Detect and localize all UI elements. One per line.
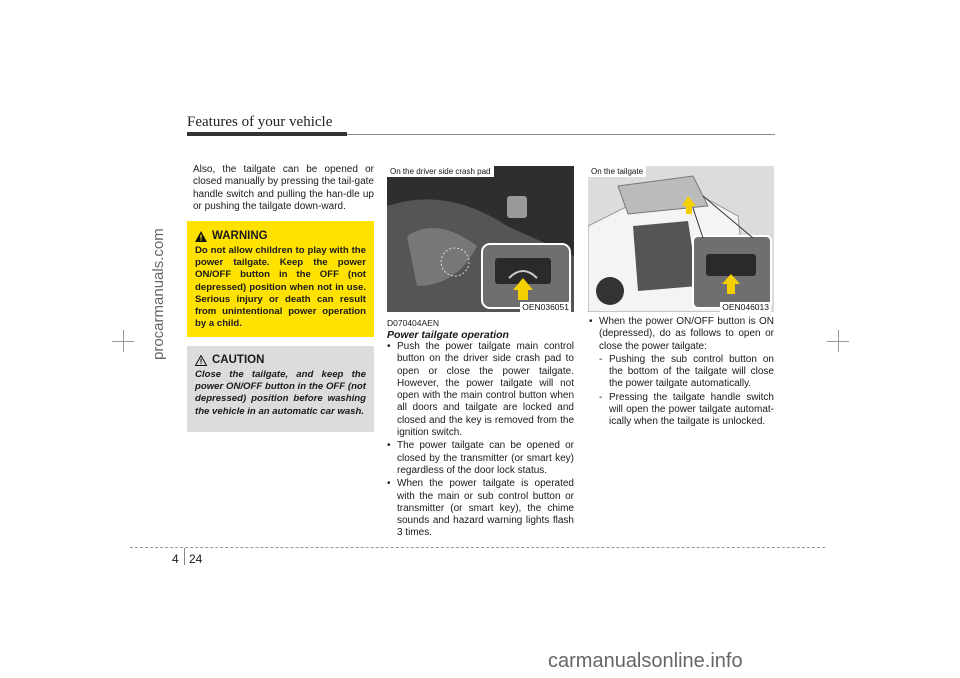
list-item: • The power tailgate can be opened or closed by the transmitter (or smart key) regardless of the door lock status. xyxy=(387,440,574,476)
list-item-text: When the power tailgate is operated with the main or sub control button or transmitter (or smart key), the chime sounds and hazard warning lights flash 3 times. xyxy=(397,478,574,539)
page-header-title: Features of your vehicle xyxy=(187,114,333,130)
bullet-list-right xyxy=(589,316,774,353)
crop-mark-right-v xyxy=(838,330,839,352)
footer-separator xyxy=(184,548,185,565)
section-number: 4 xyxy=(172,552,179,566)
photo2-caption: On the tailgate xyxy=(588,166,646,177)
tailgate-illustration xyxy=(588,166,774,312)
sub-list-item: - Pushing the sub control button on the bottom of the tailgate will close the power tailgate automatically. xyxy=(599,353,774,390)
list-item-text: When the power ON/OFF button is ON (depressed), do as follows to open or close the power tailgate: xyxy=(599,316,774,352)
sub-list xyxy=(599,354,774,429)
header-rule xyxy=(347,134,775,135)
caution-triangle-icon xyxy=(195,355,207,366)
list-item-text: Push the power tailgate main control button on the driver side crash pad to open or close the power tailgate. However, the power tailgate will not open with the main control button when all doors and tailgate are locked and closed and the key is removed from the ignition switch. xyxy=(397,341,574,439)
side-watermark: procarmanuals.com xyxy=(150,228,167,360)
photo1-caption: On the driver side crash pad xyxy=(387,166,494,177)
list-item: • When the power tailgate is operated with the main or sub control button or transmitter (or smart key), the chime sounds and hazard warning lights flash 3 times. xyxy=(387,478,574,539)
header-bar xyxy=(187,132,347,136)
crash-pad-illustration xyxy=(387,166,574,312)
caution-box xyxy=(187,346,374,432)
sub-list-item-text: Pressing the tailgate handle switch will open the power tailgate automat-ically when the tailgate is unlocked. xyxy=(609,391,774,428)
photo1-code: OEN036051 xyxy=(522,302,569,312)
warning-text: Do not allow children to play with the power tailgate. Keep the power ON/OFF button in the OFF (not depressed) position when not in use. Serious injury or death can result from unintentional power operation by a child. xyxy=(195,245,366,330)
warning-title: WARNING xyxy=(212,230,268,242)
page-number: 24 xyxy=(189,552,203,566)
list-item: • When the power ON/OFF button is ON (depressed), do as follows to open or close the power tailgate: xyxy=(589,316,774,352)
list-item: • Push the power tailgate main control button on the driver side crash pad to open or close the power tailgate. However, the power tailgate will not open with the main control button when all doors and tailgate are locked and closed and the key is removed from the ignition switch. xyxy=(387,341,574,439)
list-item-text: The power tailgate can be opened or closed by the transmitter (or smart key) regardless of the door lock status. xyxy=(397,440,574,476)
section-title: Power tailgate operation xyxy=(387,329,509,341)
footer-watermark: carmanualsonline.info xyxy=(548,650,743,672)
crop-mark-left-v xyxy=(123,330,124,352)
intro-paragraph: Also, the tailgate can be opened or closed manually by pressing the tail-gate handle switch and pulling the han-dle up or pushing the tailgate down-ward. xyxy=(193,164,374,212)
warning-triangle-icon xyxy=(195,231,207,242)
sub-list-item: - Pressing the tailgate handle switch will open the power tailgate automat-ically when the tailgate is unlocked. xyxy=(599,391,774,428)
warning-box xyxy=(187,221,374,337)
photo2-code: OEN046013 xyxy=(722,302,769,312)
caution-text: Close the tailgate, and keep the power ON/OFF button in the OFF (not depressed) position before washing the vehicle in an automatic car wash. xyxy=(195,369,366,417)
caution-title: CAUTION xyxy=(212,354,265,366)
sub-list-item-text: Pushing the sub control button on the bottom of the tailgate will close the power tailgate automatically. xyxy=(609,353,774,390)
photo-crash-pad xyxy=(387,166,574,312)
bullet-list-main xyxy=(387,341,574,541)
section-code: D070404AEN xyxy=(387,318,439,328)
footer-rule xyxy=(130,547,825,548)
right-column-text xyxy=(589,316,774,430)
photo-tailgate xyxy=(588,166,774,312)
